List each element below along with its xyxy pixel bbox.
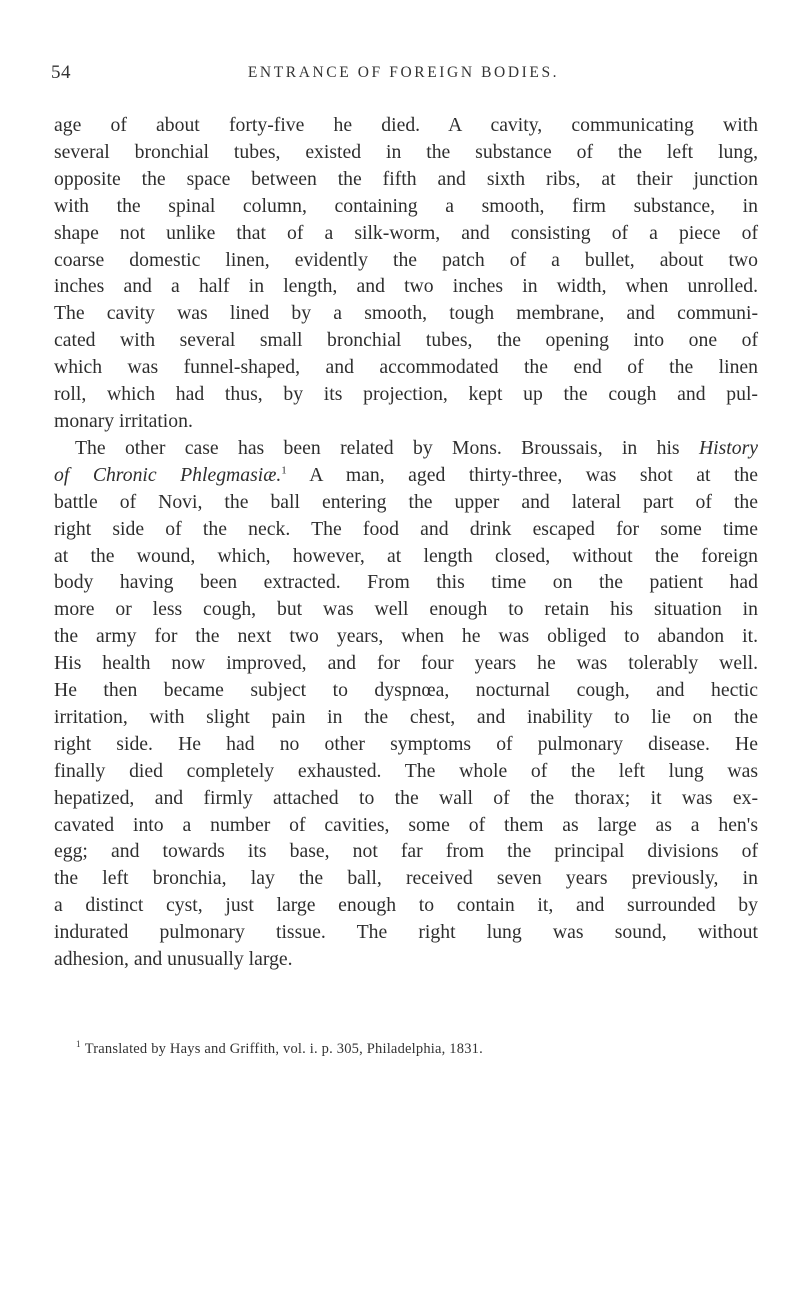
text-line: indurated pulmonary tissue. The right lung was sound, without: [54, 921, 758, 944]
text-line: at the wound, which, however, at length closed, without the foreign: [54, 544, 758, 567]
book-title-italic: of Chronic Phlegmasiæ.: [54, 463, 282, 486]
text-line: [54, 462, 758, 489]
text-line: [54, 435, 758, 462]
running-header: [51, 62, 756, 88]
text-line: hepatized, and firmly attached to the wall of the thorax; it was ex-: [54, 786, 758, 809]
text-line: right side. He had no other symptoms of pulmonary disease. He: [54, 732, 758, 755]
text-line: the left bronchia, lay the ball, received seven years previously, in: [54, 867, 758, 890]
text-line: shape not unlike that of a silk-worm, and consisting of a piece of: [54, 221, 758, 244]
text-line: adhesion, and unusually large.: [54, 948, 293, 971]
text-fragment: A man, aged thirty-three, was shot at the: [286, 463, 758, 486]
body-text: [54, 112, 758, 973]
text-line: egg; and towards its base, not far from the principal divisions of: [54, 840, 758, 863]
text-line: battle of Novi, the ball entering the upper and lateral part of the: [54, 490, 758, 513]
book-title-italic: History: [698, 436, 758, 459]
text-line: cavated into a number of cavities, some of them as large as a hen's: [54, 813, 758, 836]
text-line: age of about forty-five he died. A cavity, communicating with: [54, 114, 758, 136]
text-line: a distinct cyst, just large enough to contain it, and surrounded by: [54, 894, 758, 917]
text-line: which was funnel-shaped, and accommodated the end of the linen: [54, 356, 758, 379]
text-line: several bronchial tubes, existed in the substance of the left lung,: [54, 140, 758, 163]
footnote-text: Translated by Hays and Griffith, vol. i. p. 305, Philadelphia, 1831.: [84, 1041, 483, 1057]
page-number: 54: [51, 62, 71, 83]
text-line: right side of the neck. The food and drink escaped for some time: [54, 517, 758, 540]
running-title: ENTRANCE OF FOREIGN BODIES.: [247, 64, 560, 81]
text-line: irritation, with slight pain in the chest, and inability to lie on the: [54, 705, 758, 728]
text-line: the army for the next two years, when he was obliged to abandon it.: [54, 625, 758, 648]
text-line: roll, which had thus, by its projection, kept up the cough and pul-: [54, 383, 758, 406]
text-line: body having been extracted. From this time on the patient had: [54, 571, 758, 594]
text-line: monary irritation.: [54, 409, 193, 432]
paragraph-2: [54, 435, 758, 973]
paragraph-1: [54, 112, 758, 435]
text-line: opposite the space between the fifth and sixth ribs, at their junction: [54, 167, 758, 190]
text-line: inches and a half in length, and two inches in width, when unrolled.: [54, 275, 758, 298]
footnote: [76, 1040, 756, 1058]
text-line: finally died completely exhausted. The whole of the left lung was: [54, 759, 758, 782]
text-line: with the spinal column, containing a smooth, firm substance, in: [54, 194, 758, 217]
text-line: coarse domestic linen, evidently the patch of a bullet, about two: [54, 248, 758, 271]
text-line: He then became subject to dyspnœa, nocturnal cough, and hectic: [54, 679, 758, 702]
text-line: cated with several small bronchial tubes, the opening into one of: [54, 329, 758, 352]
footnote-reference: 1: [281, 464, 287, 477]
text-fragment: The other case has been related by Mons. Broussais, in his: [75, 436, 699, 459]
text-line: more or less cough, but was well enough to retain his situation in: [54, 598, 758, 621]
footnote-marker: 1: [76, 1039, 81, 1050]
text-line: The cavity was lined by a smooth, tough membrane, and communi-: [54, 302, 758, 325]
text-line: His health now improved, and for four years he was tolerably well.: [54, 652, 758, 675]
